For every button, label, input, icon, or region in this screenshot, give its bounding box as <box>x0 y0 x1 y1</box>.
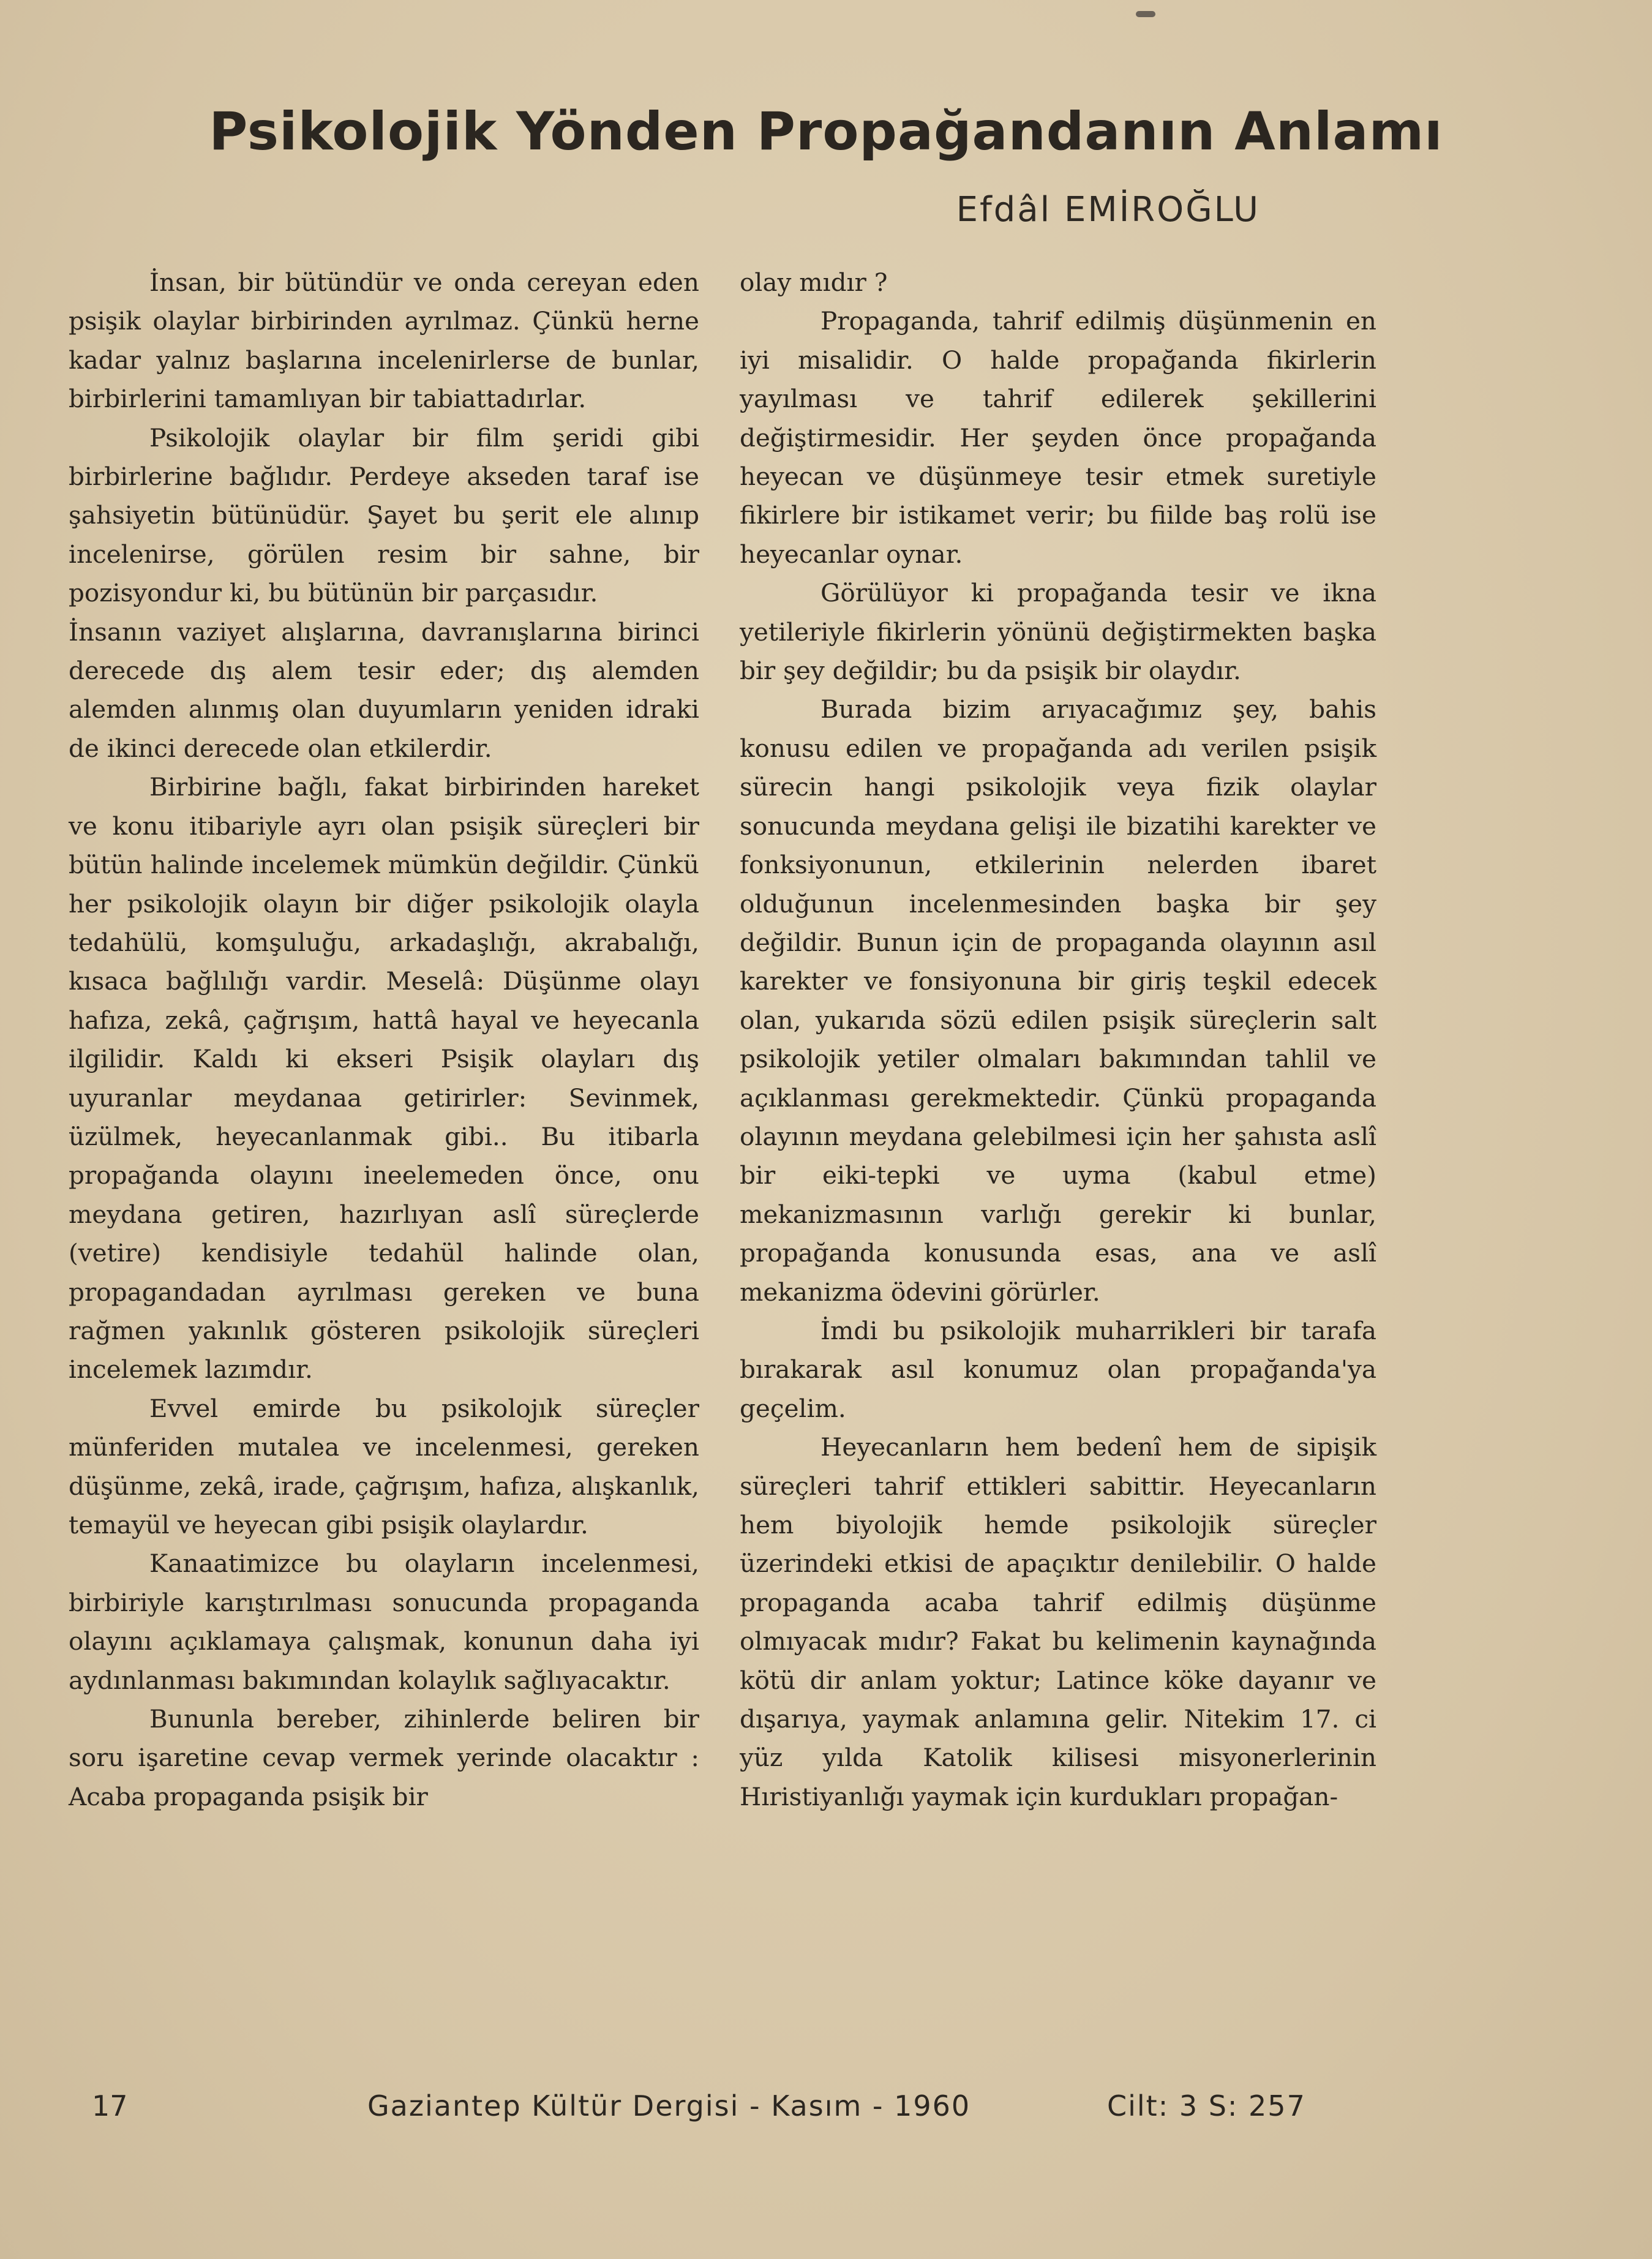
paragraph: İnsan, bir bütündür ve onda cereyan eden psişik olaylar birbirinden ayrılmaz. Çünkü herne kadar yalnız başlarına incelenirlerse de bunlar, birbirlerini tamamlıyan bir tabiattadırlar. <box>69 268 699 414</box>
volume-issue: Cilt: 3 S: 257 <box>1107 2089 1306 2122</box>
article-author: Efdâl EMİROĞLU <box>956 190 1260 230</box>
paragraph: Heyecanların hem bedenî hem de sipişik süreçleri tahrif ettikleri sabittir. Heyecanların hem biyolojik hemde psikolojik süreçler üzerindeki etkisi de apaçıktır denilebilir. O halde propaganda acaba tahrif edilmiş düşünme olmıyacak mıdır? Fakat bu kelimenin kaynağında kötü dir anlam yoktur; Latince köke dayanır ve dışarıya, yaymak anlamına gelir. Nitekim 17. ci yüz yılda Katolik kilisesi misyonerlerinin Hıristiyanlığı yaymak için kurdukları propağan- <box>740 1432 1376 1811</box>
ink-mark <box>1136 11 1155 17</box>
paragraph: Bununla bereber, zihinlerde beliren bir soru işaretine cevap vermek yerinde olacaktır : Acaba propaganda psişik bir <box>69 1704 699 1811</box>
paragraph: Burada bizim arıyacağımız şey, bahis konusu edilen ve propağanda adı verilen psişik sürecin hangi psikolojik veya fizik olaylar sonucunda meydana gelişi ile bizatihi karekter ve fonksiyonunun, etkilerinin nelerden ibaret olduğunun incelenmesinden başka bir şey değildir. Bunun için de propaganda olayının asıl karekter ve fonsiyonuna bir giriş teşkil edecek olan, yukarıda sözü edilen psişik süreçlerin salt psikolojik yetiler olmaları bakımından tahlil ve açıklanması gerekmektedir. Çünkü propaganda olayının meydana gelebilmesi için her şahısta aslî bir eiki-tepki ve uyma (kabul etme) mekanizmasının varlığı gerekir ki bunlar, propağanda konusunda esas, ana ve aslî mekanizma ödevini görürler. <box>740 694 1376 1307</box>
paragraph: Kanaatimizce bu olayların incelenmesi, birbiriyle karıştırılması sonucunda propaganda olayını açıklamaya çalışmak, konunun daha iyi aydınlanması bakımından kolaylık sağlıyacaktır. <box>69 1549 699 1695</box>
left-column <box>69 263 699 1816</box>
article-title: Psikolojik Yönden Propağandanın Anlamı <box>209 101 1443 162</box>
paragraph: olay mıdır ? <box>740 268 888 297</box>
paragraph: Propaganda, tahrif edilmiş düşünmenin en iyi misalidir. O halde propağanda fikirlerin yayılması ve tahrif edilerek şekillerini değiştirmesidir. Her şeyden önce propağanda heyecan ve düşünmeye tesir etmek suretiyle fikirlere bir istikamet verir; bu fiilde baş rolü ise heyecanlar oynar. <box>740 306 1376 569</box>
paragraph: İnsanın vaziyet alışlarına, davranışlarına birinci derecede dış alem tesir eder; dış alemden alemden alınmış olan duyumların yeniden idraki de ikinci derecede olan etkilerdir. <box>69 617 699 763</box>
magazine-name: Gaziantep Kültür Dergisi - Kasım - 1960 <box>367 2089 971 2122</box>
paragraph: Evvel emirde bu psikolojık süreçler münferiden mutalea ve incelenmesi, gereken düşünme, zekâ, irade, çağrışım, hafıza, alışkanlık, temayül ve heyecan gibi psişik olaylardır. <box>69 1393 699 1539</box>
page-number: 17 <box>92 2089 128 2122</box>
right-column <box>740 263 1376 1816</box>
paragraph: Psikolojik olaylar bir film şeridi gibi birbirlerine bağlıdır. Perdeye akseden taraf ise şahsiyetin bütünüdür. Şayet bu şerit ele alınıp incelenirse, görülen resim bir sahne, bir pozisyondur ki, bu bütünün bir parçasıdır. <box>69 423 699 608</box>
paragraph: Görülüyor ki propağanda tesir ve ikna yetileriyle fikirlerin yönünü değiştirmekten başka bir şey değildir; bu da psişik bir olaydır. <box>740 578 1376 686</box>
paragraph: Birbirine bağlı, fakat birbirinden hareket ve konu itibariyle ayrı olan psişik süreçleri bir bütün halinde incelemek mümkün değildir. Çünkü her psikolojik olayın bir diğer psikolojik olayla tedahülü, komşuluğu, arkadaşlığı, akrabalığı, kısaca bağlılığı vardir. Meselâ: Düşünme olayı hafıza, zekâ, çağrışım, hattâ hayal ve heyecanla ilgilidir. Kaldı ki ekseri Psişik olayları dış uyuranlar meydanaa getirirler: Sevinmek, üzülmek, heyecanlanmak gibi.. Bu itibarla propağanda olayını ineelemeden önce, onu meydana getiren, hazırlıyan aslî süreçlerde (vetire) kendisiyle tedahül halinde olan, propagandadan ayrılması gereken ve buna rağmen yakınlık gösteren psikolojik süreçleri incelemek lazımdır. <box>69 772 699 1385</box>
paragraph: İmdi bu psikolojik muharrikleri bir tarafa bırakarak asıl konumuz olan propağanda'ya geçelim. <box>740 1315 1376 1423</box>
